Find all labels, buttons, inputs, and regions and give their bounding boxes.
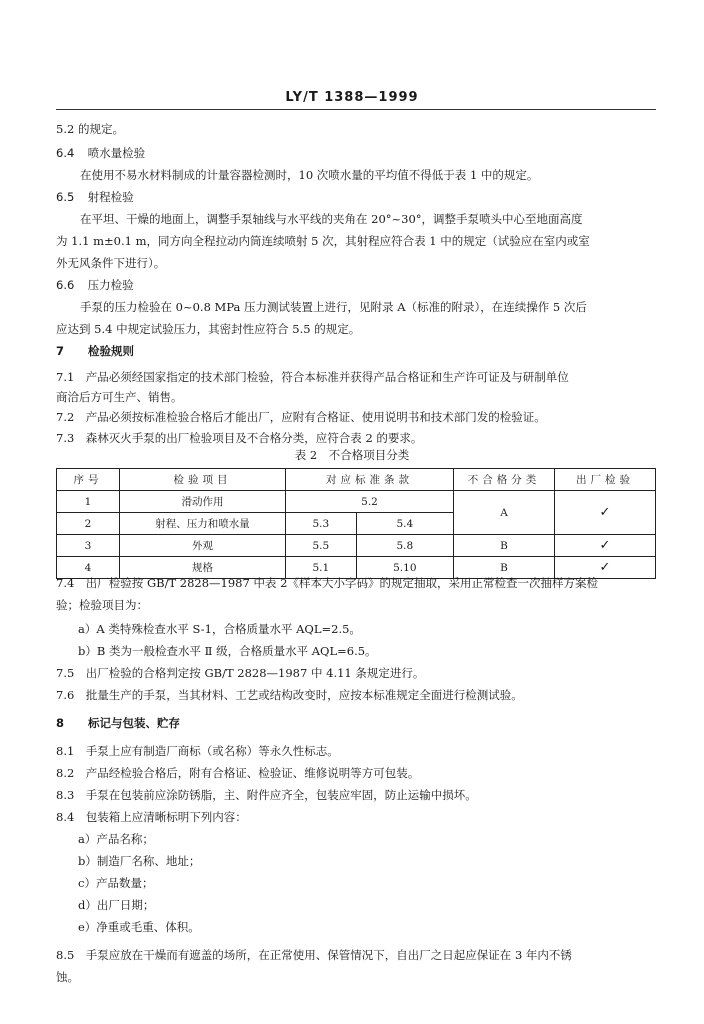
row-item: 外观 <box>120 535 286 557</box>
section-number: 6.5 <box>56 190 75 204</box>
list-item: d）出厂日期； <box>78 898 155 912</box>
paragraph-line: 8.1 手泵上应有制造厂商标（或名称）等永久性标志。 <box>56 744 339 758</box>
row-item: 滑动作用 <box>120 491 286 513</box>
row-clause-a: 5.3 <box>286 513 357 535</box>
table-header-row <box>57 469 656 491</box>
row-class: B <box>454 535 555 557</box>
row-no: 2 <box>57 513 120 535</box>
paragraph-line: 外无风条件下进行）。 <box>56 256 166 270</box>
chapter-title: 检验规则 <box>88 344 135 358</box>
paragraph-line: 验；检验项目为： <box>56 598 148 612</box>
paragraph-line: 7.4 出厂检验按 GB/T 2828—1987 中表 2《样本大小字码》的规定抽取，采用正常检查一次抽样方案检 <box>56 576 598 590</box>
paragraph-line: 为 1.1 m±0.1 m，同方向全程拉动内筒连续喷射 5 次，其射程应符合表 1 中的规定（试验应在室内或室 <box>56 234 590 248</box>
list-item: a）A 类特殊检查水平 S-1，合格质量水平 AQL=2.5。 <box>78 622 361 636</box>
chapter-number: 7 <box>56 344 65 358</box>
row-no: 4 <box>57 557 120 579</box>
standard-header: LY/T 1388—1999 <box>285 90 419 105</box>
paragraph-line: 手泵的压力检验在 0~0.8 MPa 压力测试装置上进行，见附录 A（标准的附录），在连续操作 5 次后 <box>80 300 587 314</box>
paragraph-line: 8.5 手泵应放在干燥而有遮盖的场所，在正常使用、保管情况下，自出厂之日起应保证在 3 年内不锈 <box>56 948 572 962</box>
nonconformity-table <box>56 468 656 579</box>
paragraph-line: 商洽后方可生产、销售。 <box>56 390 183 404</box>
header-item: 检验项目 <box>120 469 286 491</box>
section-title: 射程检验 <box>87 190 134 204</box>
paragraph-line: 在使用不易水材料制成的计量容器检测时，10 次喷水量的平均值不得低于表 1 中的规定。 <box>80 168 539 182</box>
header-rule <box>56 109 656 110</box>
row-clause: 5.2 <box>286 491 454 513</box>
row-clause-a: 5.5 <box>286 535 357 557</box>
chapter-heading <box>56 712 656 734</box>
chapter-number: 8 <box>56 716 65 730</box>
paragraph-line: 8.2 产品经检验合格后，附有合格证、检验证、维修说明等方可包装。 <box>56 766 420 780</box>
header-no: 序号 <box>57 469 120 491</box>
check-mark-icon: ✓ <box>555 535 656 557</box>
paragraph-line: 8.4 包装箱上应清晰标明下列内容： <box>56 810 247 824</box>
header-check: 出厂检验 <box>555 469 656 491</box>
paragraph-line: 8.3 手泵在包装前应涂防锈脂，主、附件应齐全，包装应牢固，防止运输中损坏。 <box>56 788 477 802</box>
section-number: 6.6 <box>56 278 75 292</box>
table-row <box>57 491 656 513</box>
chapter-heading <box>56 340 656 362</box>
paragraph-line: 5.2 的规定。 <box>56 122 124 136</box>
row-item: 射程、压力和喷水量 <box>120 513 286 535</box>
check-mark-icon: ✓ <box>555 491 656 535</box>
paragraph-line: 在平坦、干燥的地面上，调整手泵轴线与水平线的夹角在 20°~30°，调整手泵喷头中心至地面高度 <box>80 212 583 226</box>
table-row <box>57 535 656 557</box>
table-caption: 表 2 不合格项目分类 <box>294 448 410 462</box>
paragraph-line: 7.5 出厂检验的合格判定按 GB/T 2828—1987 中 4.11 条规定进行。 <box>56 666 425 680</box>
section-heading <box>56 274 656 296</box>
row-clause-b: 5.8 <box>356 535 453 557</box>
list-item: a）产品名称； <box>78 832 154 846</box>
paragraph-line: 蚀。 <box>56 970 79 984</box>
paragraph-line: 7.3 森林灭火手泵的出厂检验项目及不合格分类，应符合表 2 的要求。 <box>56 431 423 445</box>
list-item: e）净重或毛重、体积。 <box>78 920 200 934</box>
row-clause-a: 5.1 <box>286 557 357 579</box>
row-clause-b: 5.4 <box>356 513 453 535</box>
section-number: 6.4 <box>56 146 75 160</box>
row-class: A <box>454 491 555 535</box>
row-class: B <box>454 557 555 579</box>
list-item: b）B 类为一般检查水平 Ⅱ 级，合格质量水平 AQL=6.5。 <box>78 644 377 658</box>
row-no: 1 <box>57 491 120 513</box>
chapter-title: 标记与包装、贮存 <box>88 716 181 730</box>
list-item: b）制造厂名称、地址； <box>78 854 201 868</box>
paragraph-line: 7.1 产品必须经国家指定的技术部门检验，符合本标准并获得产品合格证和生产许可证及与研制单位 <box>56 370 569 384</box>
list-item: c）产品数量； <box>78 876 154 890</box>
check-mark-icon: ✓ <box>555 557 656 579</box>
section-heading <box>56 142 656 164</box>
paragraph-line: 7.6 批量生产的手泵，当其材料、工艺或结构改变时，应按本标准规定全面进行检测试验。 <box>56 688 523 702</box>
header-class: 不合格分类 <box>454 469 555 491</box>
paragraph-line: 7.2 产品必须按标准检验合格后才能出厂，应附有合格证、使用说明书和技术部门发的检验证。 <box>56 410 546 424</box>
row-clause-b: 5.10 <box>356 557 453 579</box>
row-item: 规格 <box>120 557 286 579</box>
section-title: 喷水量检验 <box>87 146 146 160</box>
paragraph-line: 应达到 5.4 中规定试验压力，其密封性应符合 5.5 的规定。 <box>56 322 361 336</box>
row-no: 3 <box>57 535 120 557</box>
section-title: 压力检验 <box>87 278 134 292</box>
section-heading <box>56 186 656 208</box>
header-clause: 对应标准条款 <box>286 469 454 491</box>
